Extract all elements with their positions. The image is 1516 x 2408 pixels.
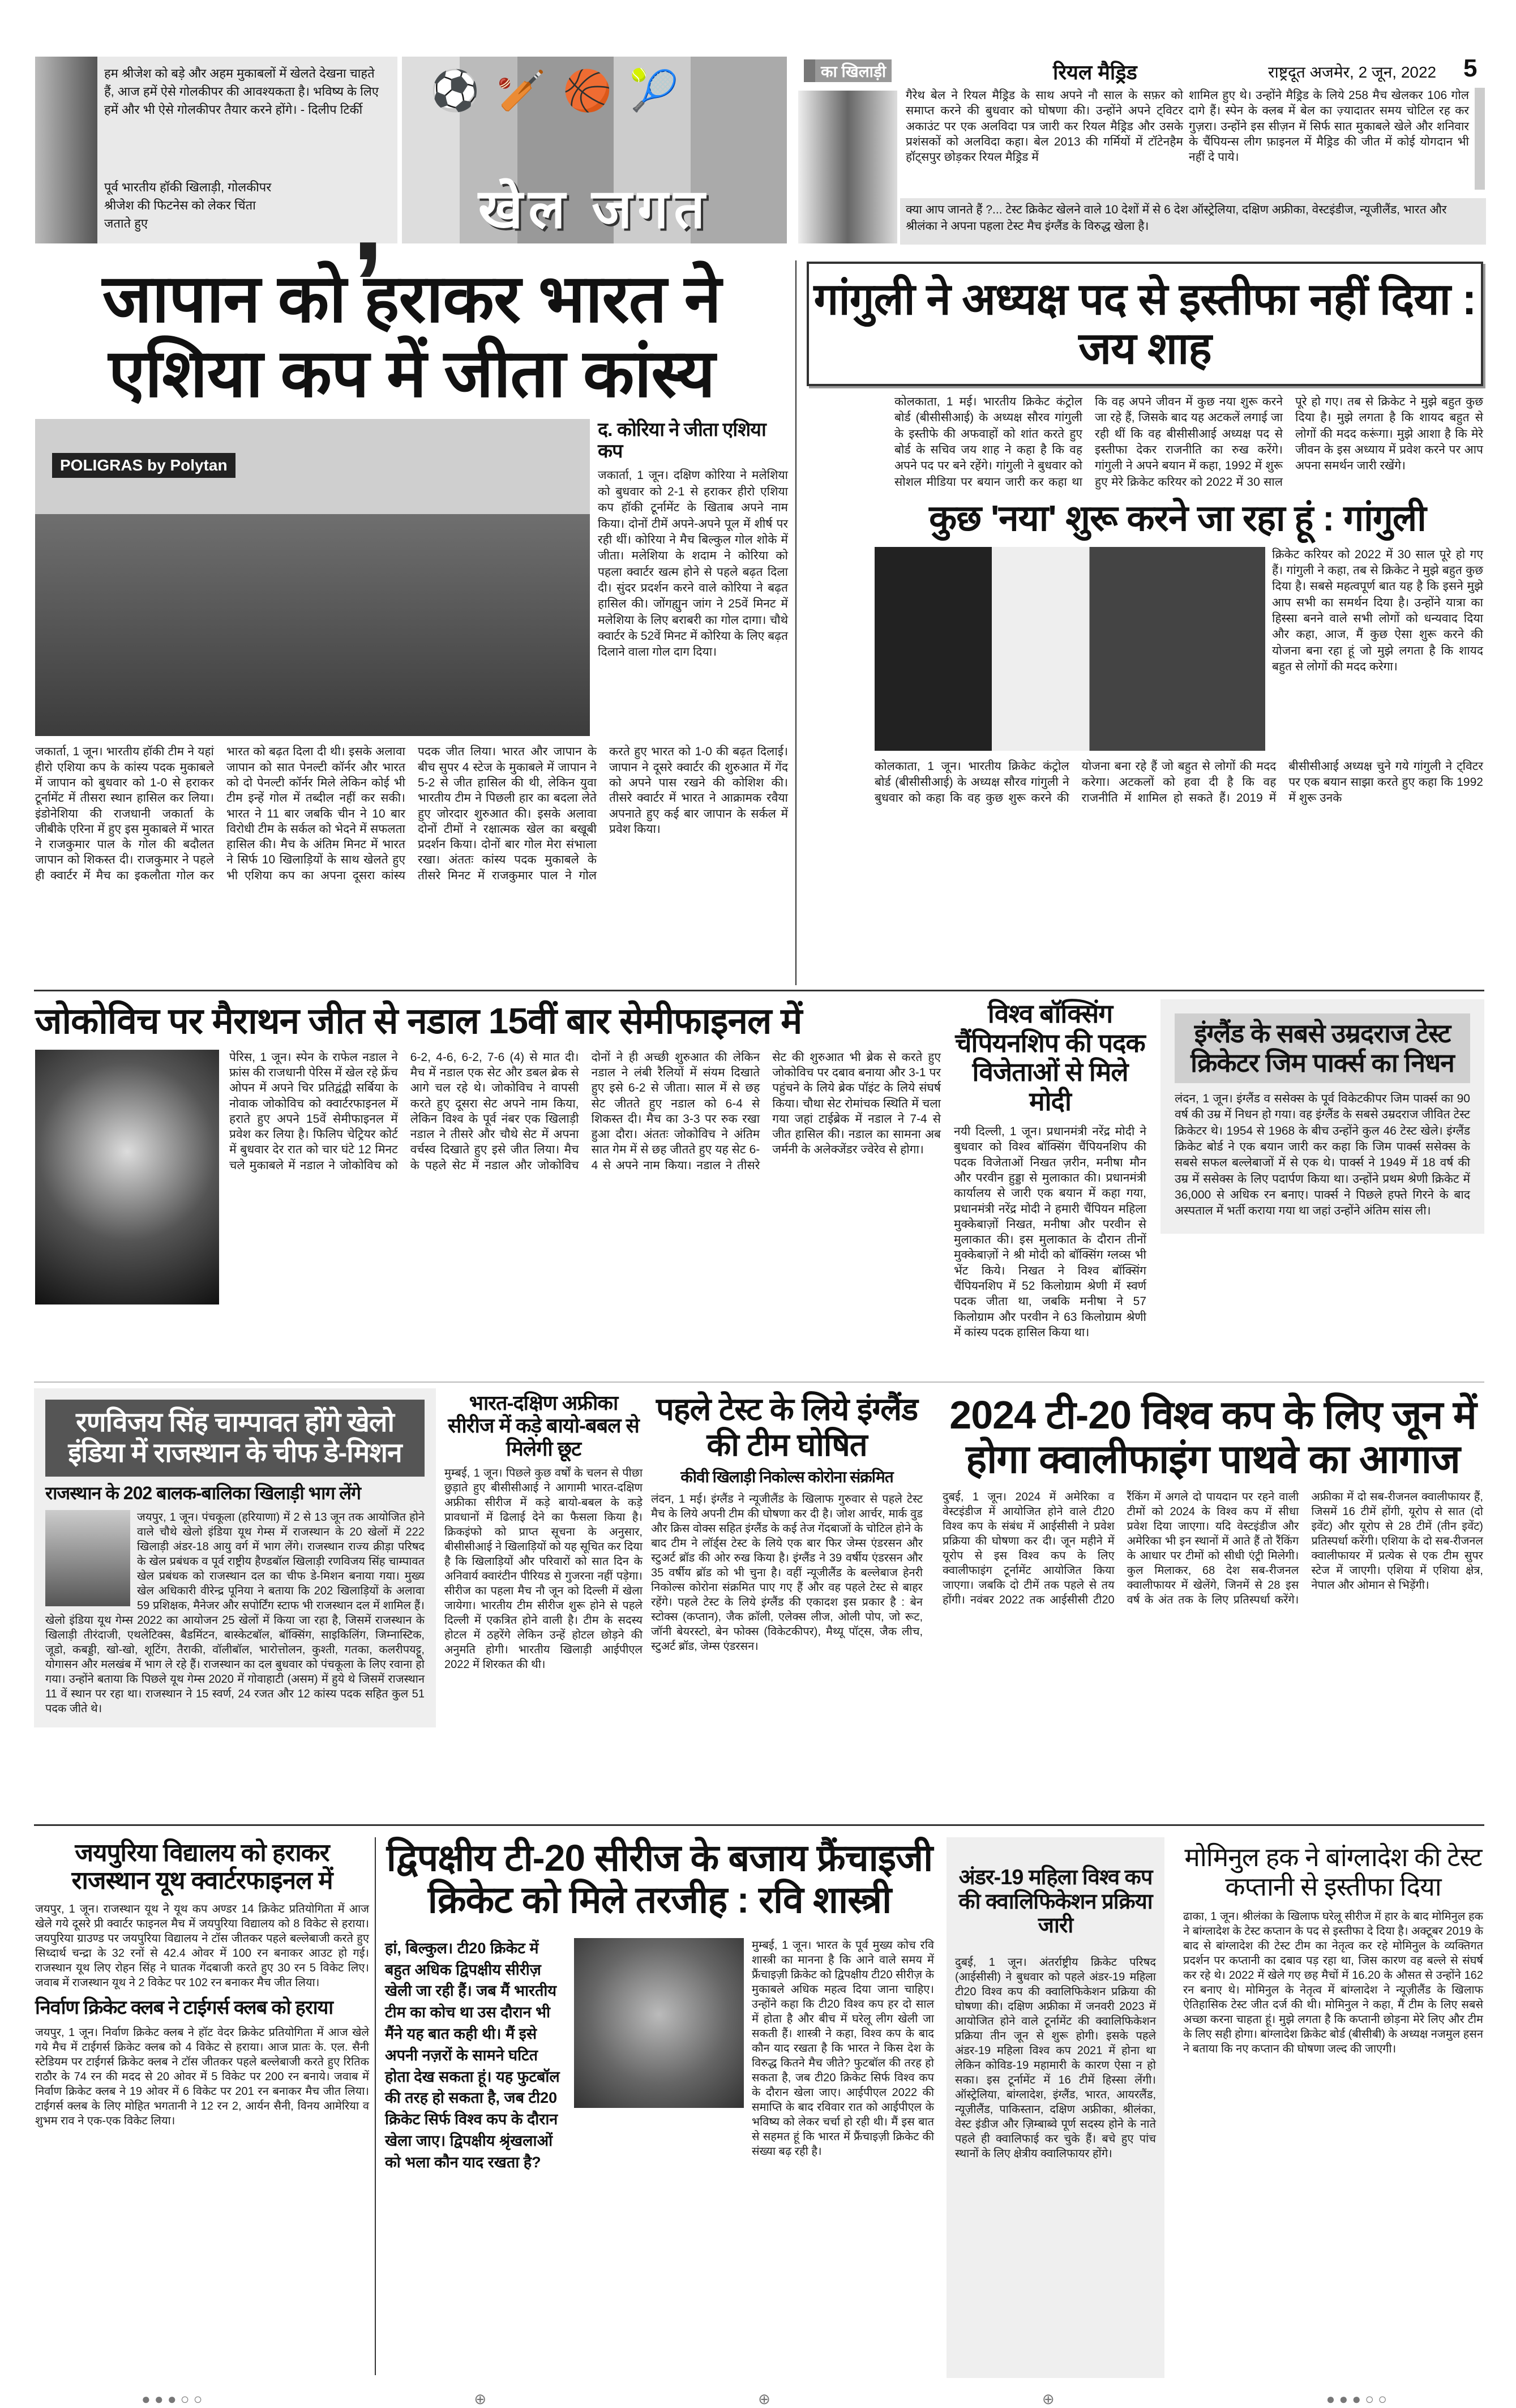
- jaipuriya-article: [35, 1839, 369, 2128]
- hockey-headline: जापान को हराकर भारत ने एशिया कप में जीता कांस्य: [102, 262, 721, 412]
- hockey-body: जकार्ता, 1 जून। भारतीय हॉकी टीम ने यहां हीरो एशिया कप के कांस्य पदक मुकाबले में जापान को बुधवार को 1-0 से हराकर टूर्नामेंट में तीसरा स्थान हासिल कर लिया। इंडोनेशिया की राजधानी जकार्ता के जीबीके एरिना में हुए इस मुकाबले में भारत ने राजकुमार पाल के गोल की बदौलत जापान को शिकस्त दी। राजकुमार ने पहले ही क्वार्टर में मैच का इकलौता गोल कर भारत को बढ़त दिला दी थी। इसके अलावा जापान को सात पेनल्टी कॉर्नर और भारत को दो पेनल्टी कॉर्नर मिले लेकिन कोई भी टीम इन्हें गोल में तब्दील नहीं कर सकी। भारत ने 11 बार जबकि चीन ने 10 बार विरोधी टीम के सर्कल को भेदने में सफलता हासिल की। मैच के अंतिम मिनट में भारत ने सिर्फ 10 खिलाड़ियों के साथ खेलते हुए भी एशिया कप का अपना दूसरा कांस्य पदक जीत लिया। भारत और जापान के बीच सुपर 4 स्टेज के मुकाबले में जापान ने 5-2 से जीत हासिल की थी, लेकिन युवा भारतीय टीम ने पिछली हार का बदला लेते हुए जोरदार शुरुआत की। इसके अलावा दोनों टीमों ने रक्षात्मक खेल का बखूबी प्रदर्शन किया। दोनों बार गोल मेरा संभाला रखा। अंततः कांस्य पदक मुकाबले के तीसरे मिनट में राजकुमार पाल ने गोल करते हुए भारत को 1-0 की बढ़त दिलाई। जापान ने दूसरे क्वार्टर की शुरुआत में गेंद को अपने पास रखने की कोशिश की। तीसरे क्वार्टर में भारत ने आक्रामक रवैया अपनाते हुए कई बार जापान के सर्कल में प्रवेश किया।: [35, 745, 788, 882]
- jim-parks-box: [1160, 999, 1484, 1234]
- print-registration-marks: [142, 2390, 1387, 2408]
- nirvan-body: जयपुर, 1 जून। निर्वाण क्रिकेट क्लब ने हॉट वेदर क्रिकेट प्रतियोगिता में आज खेले गये मैच में टाईगर्स क्रिकेट क्लब को 4 विकेट से हराया। आज प्रातः के. एल. सैनी स्टेडियम पर टाईगर्स क्रिकेट क्लब ने टॉस जीतकर पहले बल्लेबाजी करते हुए रितिक राठौर के 74 रन की मदद से 20 ओवर में 5 विकेट पर 200 रन बनाये। जवाब में निर्वाण क्रिकेट क्लब ने 19 ओवर में 6 विकेट पर 201 रन बनाकर मैच जीत लिया। टाईगर्स क्लब के लिए मोहित भगतानी ने 12 रन 2, आर्यन सैनी, विनय आमेरिया व शुभम राव ने एक-एक विकेट लिया।: [35, 2026, 369, 2127]
- england-team-subheadline: कीवी खिलाड़ी निकोल्स कोरोना संक्रमित: [680, 1468, 893, 1486]
- england-team-body: लंदन, 1 मई। इंग्लैंड ने न्यूजीलैंड के खिलाफ गुरुवार से पहले टेस्ट मैच के लिये अपनी टीम की घोषणा कर दी है। जोश आर्चर, मार्क वुड और क्रिस वोक्स सहित इंग्लैंड के कई तेज गेंदबाजों के चोटिल होने के बाद टीम ने लॉर्ड्स टेस्ट के लिये एक बार फिर जेम्स एंडरसन और स्टुअर्ट ब्रॉड की ओर रुख किया है। इंग्लैंड ने 39 वर्षीय एंडरसन और 35 वर्षीय ब्रॉड को भी चुना है। वहीं न्यूजीलैंड के बल्लेबाज हेनरी निकोल्स कोरोना संक्रमित पाए गए हैं और वह पहले टेस्ट से बाहर रहेंगे। पहले टेस्ट के लिये इंग्लैंड की एकादश इस प्रकार है : बेन स्टोक्स (कप्तान), जैक क्रॉली, एलेक्स लीज, ओली पोप, जो रूट, जॉनी बेयरस्टो, बेन फोक्स (विकेटकीपर), मैथ्यू पॉट्स, जैक लीच, स्टुअर्ट ब्रॉड, जेम्स एंडरसन।: [651, 1492, 923, 1653]
- djokovic-headline: जोकोविच पर मैराथन जीत से नडाल 15वीं बार सेमीफाइनल में: [35, 1000, 802, 1041]
- ganguly-side-body: क्रिकेट करियर को 2022 में 30 साल पूरे हो गए हैं। गांगुली ने कहा, तब से क्रिकेट ने मुझे बहुत कुछ दिया है। सबसे महत्वपूर्ण बात यह है कि इसने मुझे आप सभी का समर्थन दिया है। उन्होंने यात्रा का हिस्सा बनने वाले सभी लोगों को धन्यवाद दिया और कहा, आज, मैं कुछ ऐसा शुरू करने की योजना बना रहा हूं जो मुझे लगता है कि शायद बहुत से लोगों की मदद करेगा।: [1272, 548, 1483, 674]
- bio-bubble-body: मुम्बई, 1 जून। पिछले कुछ वर्षों के चलन से पीछा छुड़ाते हुए बीसीसीआई ने आगामी भारत-दक्षिण अफ्रीका सीरीज में कड़े बायो-बबल के कड़े प्रावधानों में ढिलाई देने का फैसला किया है। क्रिकइंफो को प्राप्त सूचना के अनुसार, बीसीसीआई ने खिलाड़ियों को यह सूचित कर दिया है कि खिलाड़ियों और परिवारों को सात दिन के अनिवार्य क्वारंटीन पीरियड से गुजरना नहीं पड़ेगा। सीरीज का पहला मैच नौ जून को दिल्ली में खेला जायेगा। भारतीय टीम सीरीज शुरू होने से पहले दिल्ली में एकत्रित होने वाली है। टीम के सदस्य होटल में ठहरेंगे लेकिन उन्हें होटल छोड़ने की अनुमति होगी। भारतीय खिलाड़ी आईपीएल 2022 में शिरकत की थी।: [444, 1466, 643, 1671]
- shastri-article: [385, 1837, 934, 2174]
- rafael-nadal-photo: [35, 1050, 219, 1304]
- row-divider: [34, 1382, 1484, 1383]
- column-divider: [795, 260, 796, 985]
- ranvijay-subheadline: राजस्थान के 202 बालक-बालिका खिलाड़ी भाग लेंगे: [45, 1482, 361, 1503]
- crosshair-icon: ⊕: [474, 2390, 487, 2407]
- section-title: खेल जगत: [478, 179, 711, 239]
- ranvijay-box: [34, 1388, 436, 1727]
- column-divider: [375, 1837, 376, 2375]
- ganguly-subheadline: कुछ 'नया' शुरू करने जा रहा हूं : गांगुली: [929, 498, 1426, 539]
- aaj-ka-khiladi-badge: [804, 59, 892, 82]
- boxing-article: [954, 999, 1146, 1340]
- hockey-photo-row: [35, 419, 788, 736]
- ganguly-body: कोलकाता, 1 मई। भारतीय क्रिकेट कंट्रोल बोर्ड (बीसीसीआई) के अध्यक्ष सौरव गांगुली के इस्तीफे की अफवाहों को शांत करते हुए बोर्ड के सचिव जय शाह ने कहा है कि वह अपने पद पर बने रहेंगे। गांगुली ने बुधवार को सोशल मीडिया पर बयान जारी कर कहा था कि वह अपने जीवन में कुछ नया शुरू करने जा रहे हैं, जिसके बाद यह अटकलें लगाई जा रही थीं कि वह बीसीसीआई अध्यक्ष पद से इस्तीफा देकर राजनीति का रुख करेंगे। गांगुली ने अपने बयान में कहा, 1992 में शुरू हुए मेरे क्रिकेट करियर को 2022 में 30 साल पूरे हो गए। तब से क्रिकेट ने मुझे बहुत कुछ दिया है। मुझे लगता है कि शायद बहुत से लोगों की मदद करूंगा। मुझे आशा है कि मेरे जीवन के इस अध्याय में प्रवेश करने पर आप अपना समर्थन जारी रखेंगे।: [894, 395, 1483, 489]
- boxing-headline: विश्व बॉक्सिंग चैंपियनशिप की पदक विजेताओं से मिले मोदी: [955, 999, 1145, 1116]
- shastri-row: [385, 1938, 934, 2174]
- mominul-headline: मोमिनुल हक ने बांग्लादेश की टेस्ट कप्तानी से इस्तीफा दिया: [1184, 1842, 1482, 1901]
- quote-text: हम श्रीजेश को बड़े और अहम मुकाबलों में खेलते देखना चाहते हैं, आज हमें ऐसे गोलकीपर की आवश्यकता है। भविष्य के लिए हमें और भी ऐसे गोलकीपर तैयार करने होंगे। - दिलीप टिर्की: [104, 66, 379, 117]
- hockey-photo: [35, 419, 590, 736]
- mominul-body: ढाका, 1 जून। श्रीलंका के खिलाफ घरेलू सीरीज में हार के बाद मोमिनुल हक ने बांग्लादेश के टेस्ट कप्तान के पद से इस्तीफा दे दिया है। अक्टूबर 2019 के बाद से बांग्लादेश की टेस्ट टीम का नेतृत्व कर रहे मोमिनुल के व्यक्तिगत प्रदर्शन पर कप्तानी का दबाव पड़ रहा था, जिस कारण वह बल्ले से संघर्ष कर रहे थे। 2022 में खेले गए छह मैचों में 16.20 के औसत से उन्होंने 162 रन बनाए थे। मोमिनुल के नेतृत्व में बांग्लादेश ने न्यूज़ीलैंड के खिलाफ ऐतिहासिक टेस्ट जीत दर्ज की थी। मोमिनुल ने कहा, मैं टीम के लिए सबसे अच्छा करना चाहता हूं। मुझे लगता है कि कप्तानी छोड़ना मेरे लिए और टीम के लिए सही होगा। बांग्लादेश क्रिकेट बोर्ड (बीसीबी) के अध्यक्ष नजमुल हसन ने बताया कि नए कप्तान की घोषणा जल्द की जाएगी।: [1183, 1910, 1483, 2056]
- ravi-shastri-photo: [574, 1938, 744, 2108]
- ganguly-headline-box: [807, 262, 1483, 386]
- player-text-2: शामिल हुए थे। उन्होंने मैड्रिड के लिये 258 मैच खेलकर 106 गोल दागे हैं। स्पेन के क्लब में बेल का ज़्यादातर समय चोटिल रह कर गुज़रा। उन्होंने इस सीज़न में सिर्फ सात मुकाबले खेले और शनिवार के चैंपियन्स लीग फ़ाइनल में मैड्रिड की जीत में कोई योगदान भी नहीं दे पाये।: [1189, 89, 1469, 164]
- quote-box: [35, 57, 397, 284]
- korea-headline: द. कोरिया ने जीता एशिया कप: [598, 419, 766, 463]
- ganguly-article: [807, 262, 1483, 807]
- u19-headline: अंडर-19 महिला विश्व कप की क्वालिफिकेशन प्रक्रिया जारी: [958, 1866, 1153, 1938]
- dateline: राष्ट्रदूत अजमेर, 2 जून, 2022: [1268, 63, 1437, 81]
- hockey-ad-board: POLIGRAS by Polytan: [52, 453, 235, 478]
- row-divider: [34, 990, 1484, 991]
- ganguly-bottom-body: कोलकाता, 1 जून। भारतीय क्रिकेट कंट्रोल बोर्ड (बीसीसीआई) के अध्यक्ष सौरव गांगुली ने बुधवार को कहा कि वह कुछ शुरू करने की योजना बना रहे हैं जो बहुत से लोगों की मदद करेगा। अटकलों को हवा दी है कि वह राजनीति में शामिल हो सकते हैं। 2019 में बीसीसीआई अध्यक्ष चुने गये गांगुली ने ट्विटर पर एक बयान साझा करते हुए कहा कि 1992 में शुरू उनके: [875, 759, 1483, 805]
- registration-dots-icon: ● ● ● ○ ○: [142, 2390, 203, 2407]
- jaipuriya-headline: जयपुरिया विद्यालय को हराकर राजस्थान यूथ क्वार्टरफाइनल में: [71, 1839, 333, 1895]
- khiladi-label: का खिलाड़ी: [815, 59, 892, 82]
- jaipuriya-body: जयपुर, 1 जून। राजस्थान यूथ ने यूथ कप अण्डर 14 क्रिकेट प्रतियोगिता में आज खेले गये दूसरे प्री क्वार्टर फाइनल मैच में जयपुरिया विद्यालय को 8 विकेट से हराया। जयपुरिया ग्राउण्ड पर जयपुरिया विद्यालय ने टॉस जीतकर पहले बल्लेबाजी करते हुए सिध्दार्थ चन्द्रा के 32 रनों से 42.4 ओवर में 100 रन बनाकर आउट हो गई। राजस्थान यूथ लिए रोहन सिंह ने घातक गेंदबाजी करते हुए 30 रन 5 विकेट लिए। जवाब में राजस्थान यूथ ने 2 विकेट पर 102 रन बनाकर मैच जीत लिया।: [35, 1902, 369, 1989]
- quote-caption: पूर्व भारतीय हॉकी खिलाड़ी, गोलकीपर श्रीजेश की फिटनेस को लेकर चिंता जताते हुए: [104, 180, 272, 230]
- ganguly-photo-row: [875, 547, 1483, 751]
- ranvijay-headline: रणविजय सिंह चाम्पावत होंगे खेलो इंडिया में राजस्थान के चीफ डे-मिशन: [45, 1400, 425, 1477]
- bio-bubble-headline: भारत-दक्षिण अफ्रीका सीरीज में कड़े बायो-बबल से मिलेगी छूट: [448, 1391, 639, 1460]
- crosshair-icon: ⊕: [758, 2390, 770, 2407]
- aaj-label: [804, 59, 815, 82]
- ranvijay-photo: [45, 1510, 130, 1606]
- u19-box: [947, 1837, 1164, 2378]
- ranvijay-body: जयपुर, 1 जून। पंचकूला (हरियाणा) में 2 से 13 जून तक आयोजित होने वाले चौथे खेलो इंडिया यूथ गेम्स में राजस्थान के 20 खेलों में 222 खिलाड़ी अंडर-18 आयु वर्ग में भाग लेंगे। राजस्थान राज्य क्रीड़ा परिषद के खेल प्रबंधक व पूर्व राष्ट्रीय हैण्डबॉल खिलाड़ी रणविजय सिंह चाम्पावत खेल प्रबंधक को राजस्थान दल का चीफ डे-मिशन बनाया गया। मुख्य खेल अधिकारी वीरेन्द्र पूनिया ने बताया कि 202 खिलाड़ियों के अलावा 59 प्रशिक्षक, मैनेजर और सपोर्टिंग स्टाफ भी राजस्थान दल में शामिल हैं। खेलो इंडिया यूथ गेम्स 2022 का आयोजन 25 खेलों में किया जा रहा है, जिसमें राजस्थान के खिलाड़ी तीरंदाजी, एथलेटिक्स, बैडमिंटन, बास्केटबॉल, बॉक्सिंग, साइकिलिंग, जिम्नास्टिक, जूडो, कबड्डी, खो-खो, शूटिंग, तैराकी, वॉलीबॉल, भारोत्तोलन, कुश्ती, गतका, कलरीपयट्टू, योगासन और मलखंब में भाग ले रहे हैं। राजस्थान का दल बुधवार को पंचकूला के लिए रवाना हो गया। उन्होंने बताया कि पिछले यूथ गेम्स 2020 में गोवाहाटी (असम) में हुये थे जिसमें राजस्थान 11 वें स्थान पर रहा था। राजस्थान ने 15 स्वर्ण, 24 रजत और 12 कांस्य पदक सहित कुल 51 पदक जीते थे।: [45, 1511, 425, 1716]
- korea-article: [598, 419, 788, 736]
- player-name: रियल मैड्रिड: [1053, 61, 1137, 84]
- djokovic-row: [35, 1050, 941, 1304]
- boxing-body: नयी दिल्ली, 1 जून। प्रधानमंत्री नरेंद्र मोदी ने बुधवार को विश्व बॉक्सिंग चैंपियनशिप की पदक विजेताओं निखत ज़रीन, मनीषा मौन और परवीन हुड्डा से मुलाकात की। प्रधानमंत्री कार्यालय से जारी एक बयान में कहा गया, प्रधानमंत्री नरेंद्र मोदी ने हमारी चैंपियन महिला मुक्केबाज़ों निखत, मनीषा और परवीन से मुलाकात की। इस मुलाकात के दौरान तीनों मुक्केबाज़ों ने श्री मोदी को बॉक्सिंग ग्लव्स भी भेंट किये। निखत ने विश्व बॉक्सिंग चैंपियनशिप में 52 किलोग्राम श्रेणी में स्वर्ण पदक जीता था, जबकि मनीषा ने 57 किलोग्राम और परवीन ने 63 किलोग्राम श्रेणी में कांस्य पदक हासिल किया था।: [954, 1125, 1146, 1339]
- korea-body: जकार्ता, 1 जून। दक्षिण कोरिया ने मलेशिया को बुधवार को 2-1 से हराकर हीरो एशिया कप हॉकी टूर्नामेंट के खिताब अपने नाम किया। दोनों टीमें अपने-अपने पूल में शीर्ष पर रही थीं। कोरिया ने मैच बिल्कुल गोल शोके में जीता। मलेशिया के शदाम ने कोरिया को पहला क्वार्टर खत्म होने से पहले बढ़त दिला दी। सुंदर प्रदर्शन करने वाले कोरिया ने बढ़त हासिल की। जोंगह्युन जांग ने 25वें मिनट में मलेशिया के लिए बराबरी का गोल दागा। चौथे क्वार्टर के 52वें मिनट में कोरिया के लिए बढ़त दिलाने वाला गोल दाग दिया।: [598, 469, 788, 659]
- crosshair-icon: ⊕: [1042, 2390, 1055, 2407]
- t20-2024-article: [943, 1393, 1483, 1607]
- jim-parks-body: लंदन, 1 जून। इंग्लैंड व ससेक्स के पूर्व विकेटकीपर जिम पार्क्स का 90 वर्ष की उम्र में निधन हो गया। वह इंग्लैंड के सबसे उम्रदराज जीवित टेस्ट क्रिकेटर थे। 1954 से 1968 के बीच उन्होंने कुल 46 टेस्ट खेले। इंग्लैंड क्रिकेट बोर्ड ने एक बयान जारी कर कहा कि जिम पार्क्स ससेक्स के सबसे सफल बल्लेबाजों में से एक थे। पार्क्स ने 1949 में 18 वर्ष की उम्र में ससेक्स के लिए पदार्पण किया था। उन्होंने प्रथम श्रेणी क्रिकेट में 36,000 से अधिक रन बनाए। पार्क्स ने पिछले हफ्ते गिरने के बाद अस्पताल में भर्ती कराया गया था जहां उन्होंने अंतिम सांस ली।: [1175, 1092, 1470, 1218]
- registration-dots-icon: ● ● ● ○ ○: [1326, 2390, 1387, 2407]
- djokovic-body-left: पेरिस, 1 जून। स्पेन के राफेल नडाल ने फ्रांस की राजधानी पेरिस में खेल रहे फ्रेंच ओपन में अपने चिर प्रतिद्वंद्वी सर्बिया के नोवाक जोकोविच को क्वार्टरफाइनल में हराते हुए अपने 15वें सेमीफाइनल में प्रवेश कर लिया है। फिलिप चेट्रियर कोर्ट में बुधवार देर रात को चार घंटे 12 मिनट चले मुकाबले में नडाल ने जोकोविच को 6-2, 4-6, 6-2, 7-6 (4) से मात दी। मैच में नडाल एक सेट और डबल ब्रेक से आगे चल रहे थे। जोकोविच ने वापसी करते हुए दूसरा सेट अपने नाम किया, लेकिन विश्व के पूर्व नंबर एक खिलाड़ी नडाल ने तीसरे और चौथे सेट में अपना वर्चस्व दिखाते हुए इसे जीत लिया। मैच के पहले सेट में नडाल और जोकोविच दोनों ने ही अच्छी शुरुआत की लेकिन नडाल ने लंबी रैलियों में संयम दिखाते हुए इसे 6-2 से जीता। साल में से छह सेट जीतते हुए नडाल को 6-4 से शिकस्त दी। मैच का 3-3 पर रुक रखा हुआ दौरा। अंततः जोकोविच ने अंतिम सात गेम में से छह जीतते हुए यह सेट 6-4 से अपने नाम किया। नडाल ने तीसरे सेट की शुरुआत भी ब्रेक से करते हुए जोकोविच पर दबाव बनाया और 3-1 पर पहुंचने के लिये ब्रेक पॉइंट के लिये संघर्ष किया। चौथा सेट रोमांचक स्थिति में चला गया जहां टाईब्रेक में नडाल ने 7-4 से जीत हासिल की। नडाल का सामना अब जर्मनी के अलेक्जेंडर ज्वेरेव से होगा।: [229, 1050, 941, 1172]
- page-number: 5: [1463, 54, 1478, 82]
- u19-body: दुबई, 1 जून। अंतर्राष्ट्रीय क्रिकेट परिषद (आईसीसी) ने बुधवार को पहले अंडर-19 महिला टी20 विश्व कप की क्वालिफिकेशन प्रक्रिया की घोषणा की। दक्षिण अफ्रीका में जनवरी 2023 में आयोजित होने वाले टूर्नामेंट की क्वालिफिकेशन प्रक्रिया तीन जून से शुरू होगी। इसके पहले अंडर-19 महिला विश्व कप 2021 में होना था लेकिन कोविड-19 महामारी के कारण ऐसा न हो सका। इस टूर्नामेंट में 16 टीमें हिस्सा लेंगी। ऑस्ट्रेलिया, बांग्लादेश, इंग्लैंड, भारत, आयरलैंड, न्यूज़ीलैंड, पाकिस्तान, दक्षिण अफ्रीका, श्रीलंका, वेस्ट इंडीज और ज़िम्बाब्वे पूर्ण सदस्य होने के नाते पहले ही क्वालिफाई कर चुके हैं। बचे हुए पांच स्थानों के लिए क्षेत्रीय क्वालिफायर होंगे।: [955, 1956, 1156, 2160]
- bio-bubble-article: [444, 1392, 643, 1672]
- sourav-ganguly-photo: [875, 547, 1265, 751]
- ganguly-headline: गांगुली ने अध्यक्ष पद से इस्तीफा नहीं दिया : जय शाह: [813, 273, 1476, 373]
- t20-2024-body: दुबई, 1 जून। 2024 में अमेरिका व वेस्टइंडीज में आयोजित होने वाले टी20 विश्व कप के संबंध में आईसीसी ने प्रवेश प्रक्रिया की घोषणा कर दी। जून महीने में यूरोप से इस विश्व कप के लिए क्वालीफाइंग टूर्नामेंट आयोजित किया जाएगा। जबकि दो टीमें तक पहले से तय होंगी। नवंबर 2022 तक आईसीसी टी20 रैंकिंग में अगले दो पायदान पर रहने वाली टीमों को 2024 के विश्व कप में सीधा प्रवेश दिया जाएगा। यदि वेस्टइंडीज और अमेरिका भी इन स्थानों में आते हैं तो रैंकिंग के आधार पर टीमों को सीधी एंट्री मिलेगी। कुल मिलाकर, 68 देश सब-रीजनल क्वालीफायर में खेलेंगे, जिनमें से 28 इस वर्ष के अंत तक के लिए प्रतिस्पर्धा करेंगे। अफ्रीका में दो सब-रीजनल क्वालीफायर हैं, जिसमें 16 टीमें होंगी, यूरोप से सात (दो इवेंट) और यूरोप से 28 टीमें (तीन इवेंट) प्रतिस्पर्धा करेंगी। एशिया के दो सब-रीजनल क्वालीफायर में प्रत्येक से एक टीम सुपर स्टेज में जाएगी। एशिया में एशिया क्षेत्र, नेपाल और ओमान से भिड़ेंगी।: [943, 1490, 1483, 1606]
- sports-balls-icon: ⚽🏏🏀🎾: [430, 69, 696, 113]
- ranvijay-body-wrap: [45, 1510, 425, 1716]
- shastri-quote: हां, बिल्कुल। टी20 क्रिकेट में बहुत अधिक द्विपक्षीय सीरीज़ खेली जा रही हैं। जब मैं भारतीय टीम का कोच था उस दौरान भी मैंने यह बात कही थी। मैं इसे अपनी नज़रों के सामने घटित होता देख सकता हूं। यह फुटबॉल की तरह हो सकता है, जब टी20 क्रिकेट सिर्फ विश्व कप के दौरान खेला जाए। द्विपक्षीय श्रृंखलाओं को भला कौन याद रखता है?: [385, 1939, 560, 2171]
- t20-2024-headline: 2024 टी-20 विश्व कप के लिए जून में होगा क्वालीफाइंग पाथवे का आगाज: [949, 1393, 1476, 1482]
- djokovic-article: [35, 1001, 941, 1304]
- shastri-headline: द्विपक्षीय टी-20 सीरीज के बजाय फ्रैंचाइजी क्रिकेट को मिले तरजीह : रवि शास्त्री: [386, 1837, 933, 1921]
- nirvan-subheadline: निर्वाण क्रिकेट क्लब ने टाईगर्स क्लब को हराया: [35, 1996, 333, 2018]
- did-you-know-text: क्या आप जानते हैं ?... टेस्ट क्रिकेट खेलने वाले 10 देशों में से 6 देश ऑस्ट्रेलिया, दक्षिण अफ्रीका, वेस्टइंडीज, न्यूजीलैंड, भारत और श्रीलंका ने अपना पहला टेस्ट मैच इंग्लैंड के विरुद्ध खेला है।: [906, 203, 1447, 233]
- jim-parks-headline: इंग्लैंड के सबसे उम्रदराज टेस्ट क्रिकेटर जिम पार्क्स का निधन: [1175, 1013, 1470, 1083]
- hockey-article: [35, 262, 788, 883]
- section-logo: [402, 57, 787, 243]
- england-team-article: [651, 1392, 923, 1654]
- page-number-strip: [1475, 88, 1485, 190]
- comma-ornament-icon: ,: [352, 157, 384, 284]
- gareth-bale-photo: [798, 91, 897, 243]
- player-text-1: गैरेथ बेल ने रियल मैड्रिड के साथ अपने नौ साल के सफ़र को समाप्त करने की बुधवार को घोषणा की। उन्होंने अपने ट्विटर अकाउंट पर एक अलविदा पत्र जारी कर रियल मैड्रिड और उसके प्रशंसकों को अलविदा कहा। बेल 2013 की गर्मियों में टॉटेनहैम हॉट्सपुर छोड़कर रियल मैड्रिड में: [906, 89, 1183, 164]
- dilip-tirkey-photo: [35, 57, 97, 243]
- mominul-article: [1183, 1843, 1483, 2056]
- did-you-know: [900, 198, 1486, 245]
- row-divider: [34, 1824, 1484, 1826]
- england-team-headline: पहले टेस्ट के लिये इंग्लैंड की टीम घोषित: [656, 1391, 918, 1462]
- shastri-body: मुम्बई, 1 जून। भारत के पूर्व मुख्य कोच रवि शास्त्री का मानना है कि आने वाले समय में फ्रैंचाइज़ी क्रिकेट को द्विपक्षीय टी20 सीरीज़ के मुकाबले अधिक महत्व दिया जाना चाहिए। उन्होंने कहा कि टी20 विश्व कप हर दो साल में होता है और बीच में घरेलू लीग खेली जा सकती हैं। शास्त्री ने कहा, विश्व कप के बाद कौन याद रखता है कि भारत ने किस देश के विरुद्ध कितने मैच जीते? फुटबॉल की तरह हो सकता है, जब टी20 क्रिकेट सिर्फ विश्व कप के दौरान खेला जाए। आईपीएल 2022 की समाप्ति के बाद रविवार रात को आईपीएल के भविष्य को लेकर चर्चा हो रही थी। मैं इस बात से सहमत हूं कि भारत में फ्रैंचाइज़ी क्रिकेट की संख्या बढ़ रही है।: [752, 1939, 934, 2158]
